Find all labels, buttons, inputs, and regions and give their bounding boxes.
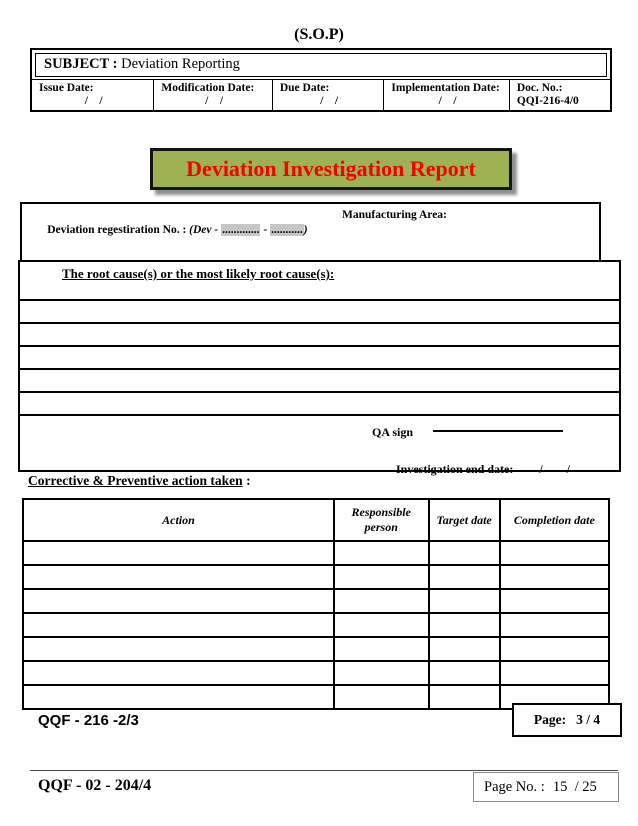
deviation-number-field-2[interactable]: ........... xyxy=(271,224,303,236)
report-title: Deviation Investigation Report xyxy=(186,156,476,181)
empty-cell[interactable] xyxy=(24,590,333,612)
empty-cell[interactable] xyxy=(428,566,499,588)
due-date-cell xyxy=(272,80,384,110)
empty-cell[interactable] xyxy=(333,566,428,588)
qa-signature-field[interactable] xyxy=(433,430,563,432)
empty-cell[interactable] xyxy=(24,614,333,636)
root-cause-empty-rows xyxy=(20,299,619,414)
column-header-responsible-person: Responsible person xyxy=(333,500,428,540)
empty-row[interactable] xyxy=(24,660,608,684)
corrective-action-table xyxy=(22,498,610,710)
issue-date-cell xyxy=(32,80,153,110)
empty-row[interactable] xyxy=(20,322,619,345)
root-cause-table xyxy=(18,260,621,476)
manufacturing-area-label: Manufacturing Area: xyxy=(342,209,447,221)
empty-row[interactable] xyxy=(24,636,608,660)
doc-no-value: QQI-216-4/0 xyxy=(516,95,579,107)
empty-cell[interactable] xyxy=(499,662,608,684)
empty-cell[interactable] xyxy=(333,662,428,684)
empty-cell[interactable] xyxy=(428,542,499,564)
investigation-end-line xyxy=(372,447,570,492)
empty-cell[interactable] xyxy=(428,686,499,708)
document-header-table xyxy=(30,48,612,112)
sop-heading: (S.O.P) xyxy=(294,26,344,43)
empty-cell[interactable] xyxy=(24,638,333,660)
empty-row[interactable] xyxy=(20,368,619,391)
empty-cell[interactable] xyxy=(333,686,428,708)
page-label: Page: xyxy=(533,712,567,727)
root-cause-sign-row xyxy=(20,414,619,476)
corrective-section-title: Corrective & Preventive action taken : xyxy=(28,473,251,488)
empty-cell[interactable] xyxy=(24,542,333,564)
empty-cell[interactable] xyxy=(24,662,333,684)
column-header-action: Action xyxy=(162,512,195,527)
empty-cell[interactable] xyxy=(428,638,499,660)
empty-row[interactable] xyxy=(24,564,608,588)
corrective-title-colon: : xyxy=(242,473,251,488)
empty-cell[interactable] xyxy=(428,614,499,636)
doc-no-cell xyxy=(509,80,610,110)
empty-cell[interactable] xyxy=(428,662,499,684)
due-date-label: Due Date: xyxy=(279,82,330,94)
investigation-end-value[interactable]: / / xyxy=(539,462,571,476)
footer-page-label: Page No. : xyxy=(484,778,545,795)
modification-date-value[interactable]: / / xyxy=(205,95,224,107)
deviation-number-label: Deviation regestiration No. : xyxy=(47,224,190,236)
empty-cell[interactable] xyxy=(333,542,428,564)
empty-row[interactable] xyxy=(20,299,619,322)
qa-sign-line xyxy=(372,425,563,440)
empty-row[interactable] xyxy=(24,588,608,612)
dash-separator: - xyxy=(260,224,271,236)
action-table-header xyxy=(24,500,608,540)
due-date-value[interactable]: / / xyxy=(320,95,339,107)
empty-cell[interactable] xyxy=(499,614,608,636)
footer-page-number-box xyxy=(473,772,619,802)
footer-form-code: QQF - 02 - 204/4 xyxy=(38,777,152,794)
empty-cell[interactable] xyxy=(333,590,428,612)
action-empty-rows xyxy=(24,540,608,708)
column-header-completion-date: Completion date xyxy=(499,500,608,540)
form-code: QQF - 216 -2/3 xyxy=(38,712,139,729)
subject-row xyxy=(35,53,607,77)
column-header-target-date: Target date xyxy=(428,500,499,540)
implementation-date-value[interactable]: / / xyxy=(438,95,457,107)
empty-row[interactable] xyxy=(24,540,608,564)
modification-date-label: Modification Date: xyxy=(161,82,255,94)
qa-sign-label: QA sign xyxy=(372,425,414,439)
deviation-number-line xyxy=(30,208,591,268)
root-cause-header: The root cause(s) or the most likely root cause(s): xyxy=(62,266,335,281)
page-value: 3 / 4 xyxy=(576,712,601,727)
report-title-banner xyxy=(150,148,512,190)
close-paren: ) xyxy=(303,224,308,236)
empty-row[interactable] xyxy=(20,391,619,414)
empty-row[interactable] xyxy=(24,612,608,636)
issue-date-value[interactable]: / / xyxy=(84,95,103,107)
footer-page-value: 15 / 25 xyxy=(552,778,597,795)
implementation-date-cell xyxy=(383,80,508,110)
empty-row[interactable] xyxy=(20,345,619,368)
empty-cell[interactable] xyxy=(499,566,608,588)
page-indicator-box xyxy=(512,703,622,737)
implementation-date-label: Implementation Date: xyxy=(391,82,500,94)
header-date-row xyxy=(32,79,610,110)
empty-cell[interactable] xyxy=(24,566,333,588)
deviation-number-field-1[interactable]: ............. xyxy=(222,224,260,236)
empty-cell[interactable] xyxy=(24,686,333,708)
investigation-end-label: Investigation end date: xyxy=(396,462,514,476)
subject-label: SUBJECT : xyxy=(44,56,118,72)
empty-cell[interactable] xyxy=(333,638,428,660)
modification-date-cell xyxy=(153,80,271,110)
dev-prefix: (Dev - xyxy=(189,224,222,236)
empty-cell[interactable] xyxy=(499,638,608,660)
empty-cell[interactable] xyxy=(499,590,608,612)
issue-date-label: Issue Date: xyxy=(39,82,94,94)
empty-cell[interactable] xyxy=(499,542,608,564)
subject-value: Deviation Reporting xyxy=(121,56,240,72)
empty-cell[interactable] xyxy=(333,614,428,636)
empty-cell[interactable] xyxy=(428,590,499,612)
doc-no-label: Doc. No.: xyxy=(516,82,563,94)
footer-divider xyxy=(30,770,618,771)
